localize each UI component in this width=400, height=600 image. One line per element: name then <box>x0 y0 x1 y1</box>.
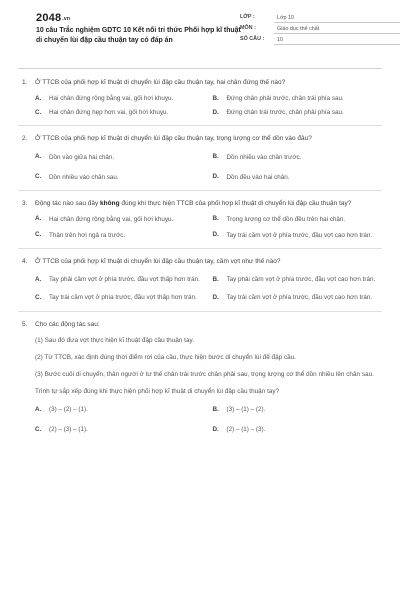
option-text: (2) – (3) – (1). <box>49 426 88 433</box>
question-text-part: Động tác nào sau đây <box>35 199 101 207</box>
question-number: 5. <box>22 320 28 328</box>
site-logo[interactable] <box>36 11 70 26</box>
question-number: 3. <box>22 199 28 207</box>
option-letter: B. <box>212 215 219 223</box>
option-text: Trọng lượng cơ thể dồn đều trên hai chân. <box>226 215 346 223</box>
logo-main-text: 2048 <box>36 12 62 24</box>
option-text: Tay phải cầm vợt ở phía trước, đầu vợt thấp hơn trán. <box>49 276 200 284</box>
answer-options <box>18 94 382 118</box>
question-2 <box>18 126 382 191</box>
option-text: Tay trái cầm vợt ở phía trước, đầu vợt cao hơn trán. <box>226 294 373 302</box>
option-b[interactable] <box>213 94 383 104</box>
option-d[interactable] <box>213 231 383 241</box>
option-b[interactable] <box>213 405 383 415</box>
question-text-part: đúng khi thực hiện TTCB của phối hợp kĩ thuật di chuyển lùi đập cầu thuận tay? <box>119 199 352 207</box>
statement-item: (3) Bước cuối di chuyển, thân người ở tư thế chân trái trước chân phải sau, trọng lượng cơ thể dồn nhiều lên chân sau. <box>35 371 374 379</box>
option-text: Dồn nhiều vào chân sau. <box>49 173 119 181</box>
option-text: Tay trái cầm vợt ở phía trước, đầu vợt thấp hơn trán. <box>49 294 197 302</box>
question-number: 1. <box>22 79 28 86</box>
statement-item: (1) Sau đó đưa vợt thực hiện kĩ thuật đập cầu thuận tay. <box>35 337 194 345</box>
option-a[interactable] <box>35 405 205 415</box>
question-text: Ở TTCB của phối hợp kĩ thuật di chuyển lùi đập cầu thuận tay, hai chân đứng thế nào? <box>35 79 286 86</box>
question-text: Cho các động tác sau: <box>35 320 100 328</box>
question-stem <box>18 257 382 267</box>
option-letter: B. <box>212 94 219 102</box>
option-text: Hai chân đứng hẹp hơn vai, gối hơi khuỵu. <box>49 108 169 116</box>
option-letter: D. <box>212 108 219 116</box>
option-letter: C. <box>35 425 42 433</box>
option-c[interactable] <box>35 231 205 241</box>
option-b[interactable] <box>213 153 383 163</box>
option-text: Đứng chân trái trước, chân phải phía sau. <box>226 108 344 116</box>
option-text: Đứng chân phải trước, chân trái phía sau. <box>226 94 344 102</box>
option-text: (3) – (2) – (1). <box>49 405 88 413</box>
answer-options <box>18 405 382 435</box>
document-title: 10 câu Trắc nghiệm GDTC 10 Kết nối tri thức Phối hợp kĩ thuật di chuyển lùi đập cầu thuận tay có đáp án <box>36 27 241 44</box>
option-text: Tay trái cầm vợt ở phía trước, đầu vợt cao hơn trán. <box>226 231 373 239</box>
option-letter: B. <box>212 405 219 413</box>
meta-key: MÔN : <box>240 24 256 31</box>
meta-key: SỐ CÂU : <box>240 35 265 42</box>
option-d[interactable] <box>213 108 383 118</box>
option-letter: A. <box>35 215 42 223</box>
meta-row-subject <box>240 23 400 34</box>
option-text: (3) – (1) – (2). <box>226 405 266 413</box>
question-text: Ở TTCB của phối hợp kĩ thuật di chuyển lùi đập cầu thuận tay, cầm vợt như thế nào? <box>35 257 281 265</box>
question-text: Ở TTCB của phối hợp kĩ thuật di chuyển lùi đập cầu thuận tay, trọng lượng cơ thể dồn vào đâu? <box>35 134 312 142</box>
option-letter: A. <box>35 153 42 161</box>
meta-key: LỚP : <box>240 13 255 20</box>
question-text <box>35 199 382 209</box>
option-text: Tay phải cầm vợt ở phía trước, đầu vợt cao hơn trán. <box>226 276 376 284</box>
option-letter: B. <box>212 153 219 161</box>
option-letter: D. <box>212 425 219 433</box>
option-d[interactable] <box>213 293 383 303</box>
statement-list <box>18 336 382 397</box>
option-text: Hai chân đứng rộng bằng vai, gối hơi khuỵu. <box>49 94 174 102</box>
meta-value: Giáo dục thể chất <box>274 24 400 34</box>
logo-sub-text: .vn <box>62 16 71 22</box>
option-d[interactable] <box>213 173 383 183</box>
option-text: Thân trên hơi ngả ra trước. <box>49 231 126 239</box>
question-stem <box>18 78 382 88</box>
question-4 <box>18 249 382 312</box>
question-number: 4. <box>22 257 28 265</box>
option-letter: D. <box>212 294 219 302</box>
option-c[interactable] <box>35 108 205 118</box>
meta-value: Lớp 10 <box>274 13 400 23</box>
option-letter: C. <box>35 108 42 116</box>
meta-value: 10 <box>274 35 400 45</box>
statement-item: (2) Từ TTCB, xác định đúng thời điểm rơi của cầu, thực hiện bước di chuyển lùi để đập cầu. <box>35 354 297 362</box>
answer-options <box>18 275 382 303</box>
option-letter: B. <box>212 276 219 284</box>
meta-info-box <box>240 12 400 45</box>
option-d[interactable] <box>213 425 383 435</box>
option-text: (2) – (1) – (3). <box>226 426 266 433</box>
document-header <box>18 0 382 64</box>
option-text: Hai chân đứng rộng bằng vai, gối hơi khuỵu. <box>49 215 174 223</box>
meta-row-count <box>240 34 400 45</box>
option-letter: C. <box>35 231 42 239</box>
answer-options <box>18 153 382 183</box>
option-letter: A. <box>35 94 42 102</box>
option-b[interactable] <box>213 215 383 225</box>
option-b[interactable] <box>213 275 383 285</box>
option-letter: C. <box>35 294 42 302</box>
option-a[interactable] <box>35 153 205 163</box>
question-list <box>18 72 382 435</box>
question-stem <box>18 199 382 209</box>
header-divider <box>18 68 382 69</box>
option-c[interactable] <box>35 173 205 183</box>
option-text: Dồn đều vào hai chân. <box>226 173 290 181</box>
option-letter: C. <box>35 173 42 181</box>
option-text: Dồn nhiều vào chân trước. <box>226 153 302 161</box>
question-prompt: Trình tự sắp xếp đúng khi thực hiện phối hợp kĩ thuật di chuyển lùi đập cầu thuận tay? <box>35 388 280 396</box>
option-letter: A. <box>35 405 42 413</box>
question-1 <box>18 72 382 126</box>
question-stem <box>18 320 382 330</box>
meta-row-class <box>240 12 400 23</box>
question-text-emphasis: không <box>100 199 120 207</box>
option-a[interactable] <box>35 215 205 225</box>
option-c[interactable] <box>35 425 205 435</box>
option-letter: D. <box>212 231 219 239</box>
answer-options <box>18 215 382 241</box>
question-3 <box>18 191 382 249</box>
option-c[interactable] <box>35 293 205 303</box>
option-letter: A. <box>35 276 42 284</box>
option-a[interactable] <box>35 275 205 285</box>
question-number: 2. <box>22 134 28 142</box>
option-text: Dồn vào giữa hai chân. <box>49 153 115 161</box>
option-a[interactable] <box>35 94 205 104</box>
option-letter: D. <box>212 173 219 181</box>
question-stem <box>18 134 382 144</box>
question-5 <box>18 312 382 436</box>
